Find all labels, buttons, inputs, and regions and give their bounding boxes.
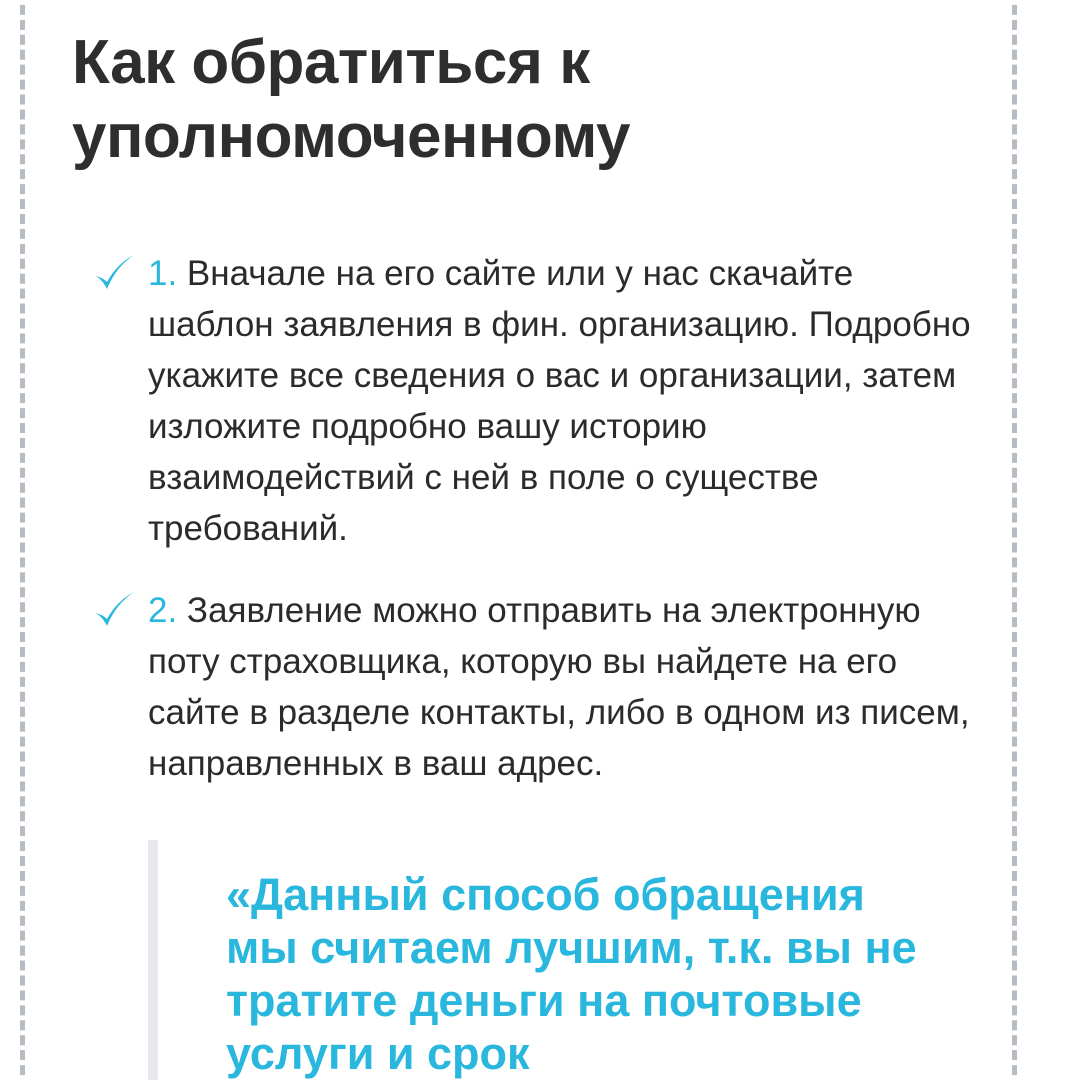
list-item-body: Вначале на его сайте или у нас скачайте шаблон заявления в фин. организацию. Подробно укажите все сведения о вас и организации, затем изложите подробно вашу историю взаимодействий с ней в поле о существе требований. bbox=[148, 254, 971, 548]
list-item-text bbox=[92, 585, 972, 789]
left-dashed-border bbox=[20, 0, 25, 1080]
list-item-text bbox=[92, 248, 972, 554]
list-item bbox=[92, 248, 972, 554]
quote-bar bbox=[148, 840, 158, 1080]
right-dashed-border bbox=[1012, 0, 1017, 1080]
page-title: Как обратиться к уполномоченному bbox=[72, 28, 630, 171]
list-item-number: 2. bbox=[148, 591, 178, 630]
pull-quote: «Данный способ обращения мы считаем лучшим, т.к. вы не тратите деньги на почтовые услуги и срок bbox=[226, 869, 917, 1079]
checkmark-icon bbox=[92, 589, 136, 629]
list-item bbox=[92, 585, 972, 789]
list-item-body: Заявление можно отправить на электронную поту страховщика, которую вы найдете на его сайте в разделе контакты, либо в одном из писем, направленных в ваш адрес. bbox=[148, 591, 970, 783]
checkmark-icon bbox=[92, 252, 136, 292]
list-item-number: 1. bbox=[148, 254, 178, 293]
